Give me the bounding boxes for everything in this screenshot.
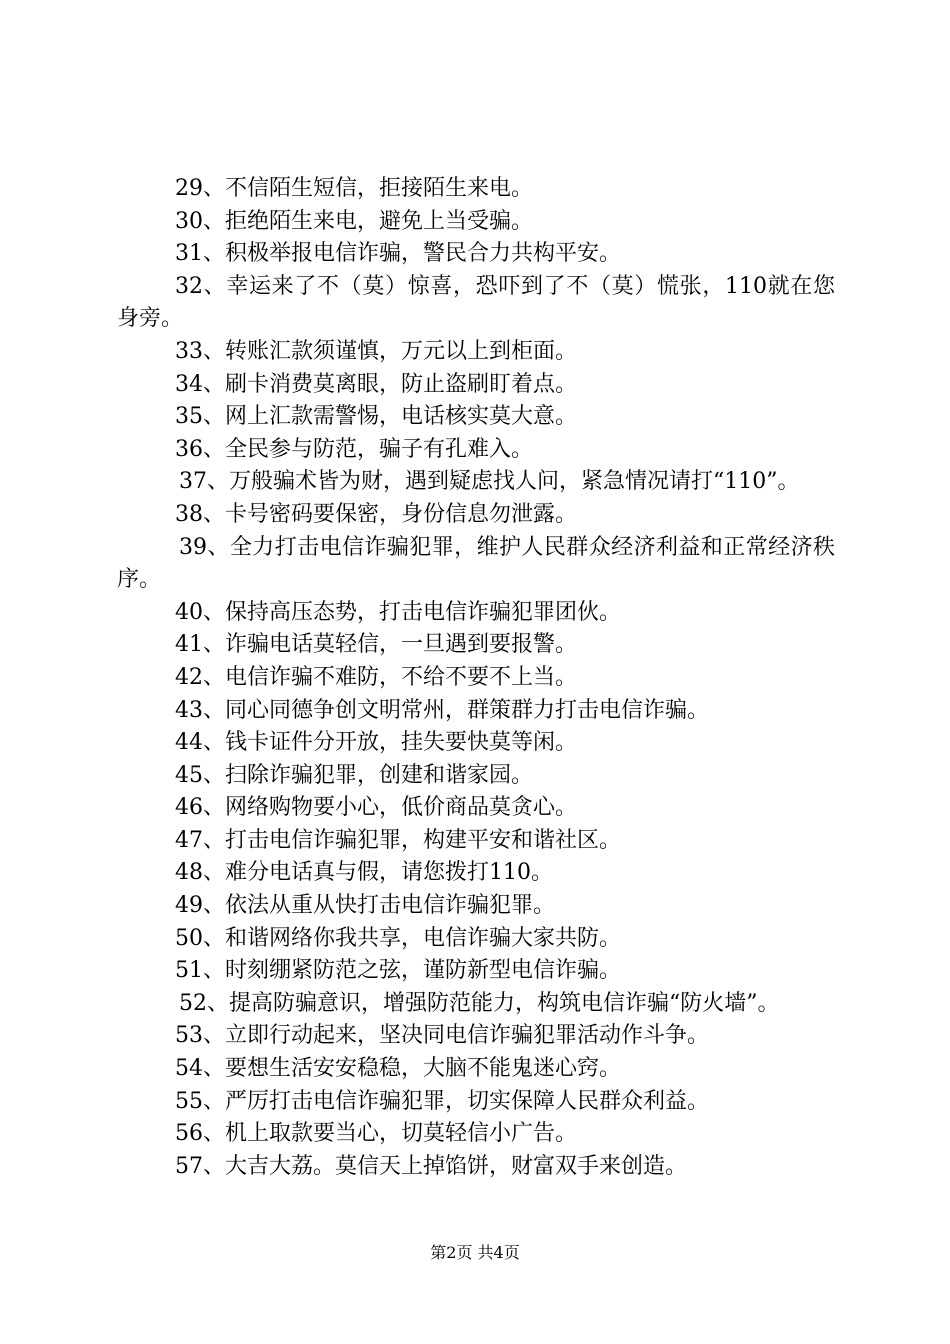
list-item: 36、全民参与防范，骗子有孔难入。	[175, 436, 533, 462]
list-item: 50、和谐网络你我共享，电信诈骗大家共防。	[175, 925, 621, 951]
list-item: 37、万般骗术皆为财，遇到疑虑找人问，紧急情况请打“110”。	[179, 469, 800, 495]
list-item: 30、拒绝陌生来电，避免上当受骗。	[175, 208, 533, 234]
list-item: 49、依法从重从快打击电信诈骗犯罪。	[175, 893, 555, 919]
list-item: 29、不信陌生短信，拒接陌生来电。	[175, 176, 533, 201]
list-item: 34、刷卡消费莫离眼，防止盗刷盯着点。	[175, 371, 577, 397]
list-item: 41、诈骗电话莫轻信，一旦遇到要报警。	[175, 632, 577, 658]
list-item: 55、严厉打击电信诈骗犯罪，切实保障人民群众利益。	[175, 1088, 709, 1114]
list-item: 39、全力打击电信诈骗犯罪，维护人民群众经济利益和正常经济秩序。	[117, 534, 835, 593]
list-item: 40、保持高压态势，打击电信诈骗犯罪团伙。	[175, 599, 621, 625]
list-item: 48、难分电话真与假，请您拨打110。	[175, 860, 553, 886]
list-item: 57、大吉大荔。莫信天上掉馅饼，财富双手来创造。	[175, 1153, 687, 1179]
list-item: 54、要想生活安安稳稳，大脑不能鬼迷心窍。	[175, 1056, 621, 1082]
list-item: 53、立即行动起来，坚决同电信诈骗犯罪活动作斗争。	[175, 1023, 709, 1049]
list-item: 42、电信诈骗不难防，不给不要不上当。	[175, 664, 577, 690]
list-item: 45、扫除诈骗犯罪，创建和谐家园。	[175, 762, 533, 788]
list-item: 35、网上汇款需警惕，电话核实莫大意。	[175, 404, 577, 430]
list-item: 38、卡号密码要保密，身份信息勿泄露。	[175, 501, 577, 527]
list-item: 31、积极举报电信诈骗，警民合力共构平安。	[175, 241, 621, 267]
list-item: 32、幸运来了不（莫）惊喜，恐吓到了不（莫）慌张，110就在您身旁。	[117, 273, 835, 332]
list-item: 43、同心同德争创文明常州，群策群力打击电信诈骗。	[175, 697, 709, 723]
list-item: 33、转账汇款须谨慎，万元以上到柜面。	[175, 338, 577, 364]
list-item: 46、网络购物要小心，低价商品莫贪心。	[175, 795, 577, 821]
list-item: 56、机上取款要当心，切莫轻信小广告。	[175, 1121, 577, 1147]
list-item: 51、时刻绷紧防范之弦，谨防新型电信诈骗。	[175, 958, 621, 984]
list-item: 52、提高防骗意识，增强防范能力，构筑电信诈骗“防火墙”。	[179, 990, 780, 1016]
list-item: 44、钱卡证件分开放，挂失要快莫等闲。	[175, 730, 577, 756]
list-item: 47、打击电信诈骗犯罪，构建平安和谐社区。	[175, 827, 621, 853]
document-body	[117, 173, 835, 1183]
page-number-footer: 第2页 共4页	[430, 1243, 520, 1262]
